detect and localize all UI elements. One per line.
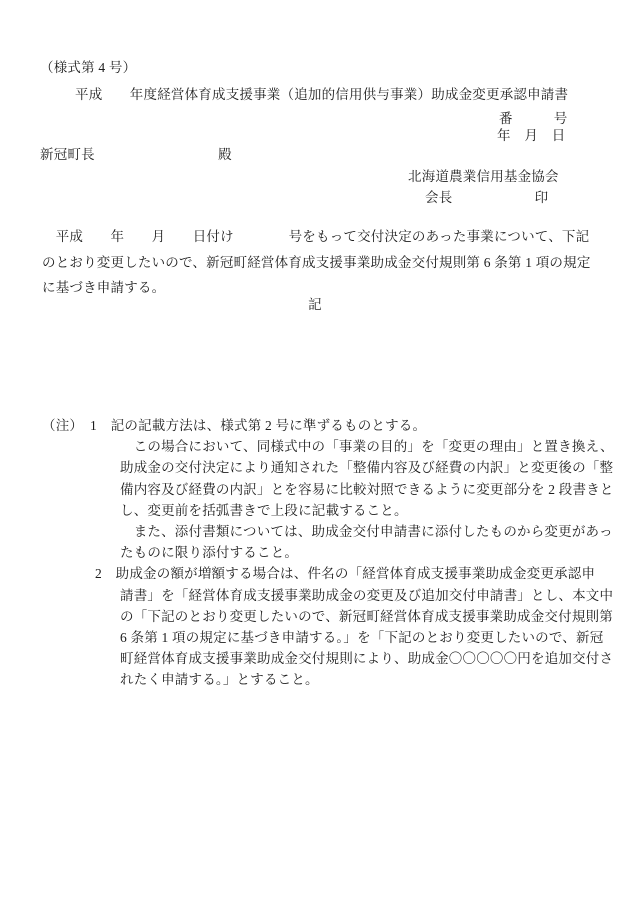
application-body (42, 224, 622, 301)
organization-name: 北海道農業信用基金協会 (408, 169, 559, 184)
note-line: また、添付書類については、助成金交付申請書に添付したものから変更があっ (120, 524, 613, 540)
note-line: 請書」を「経営体育成支援事業助成金の変更及び追加交付申請書」とし、本文中 (120, 587, 614, 603)
reference-number-line: 番 号 (499, 111, 568, 126)
note-line: たものに限り添付すること。 (120, 545, 299, 561)
ki-separator: 記 (308, 297, 322, 312)
body-line: に基づき申請する。 (42, 280, 166, 295)
note-line: 2 助成金の額が増額する場合は、件名の「経営体育成支援事業助成金変更承認申 (95, 566, 596, 582)
body-line: 平成 年 月 日付け 号をもって交付決定のあった事業について、下記 (42, 229, 590, 244)
form-number-label: （様式第 4 号） (40, 60, 137, 75)
note-line: の「下記のとおり変更したいので、新冠町経営体育成支援事業助成金交付規則第 (120, 608, 613, 624)
note-line: し、変更前を括弧書きで上段に記載すること。 (120, 502, 408, 518)
body-line: のとおり変更したいので、新冠町経営体育成支援事業助成金交付規則第 6 条第 1 項の規定 (42, 254, 591, 270)
note-line: 備内容及び経費の内訳」とを容易に比較対照できるように変更部分を 2 段書きと (120, 481, 614, 497)
note-line: この場合において、同様式中の「事業の目的」を「変更の理由」と置き換え、 (120, 439, 614, 455)
note-line: 助成金の交付決定により通知された「整備内容及び経費の内訳」と変更後の「整 (120, 460, 614, 476)
chairman-seal-line: 会長 印 (425, 190, 549, 205)
notes-section (42, 415, 622, 691)
addressee-line: 新冠町長 殿 (40, 147, 232, 162)
date-line: 年 月 日 (497, 128, 566, 143)
note-line: 6 条第 1 項の規定に基づき申請する。」を「下記のとおり変更したいので、新冠 (120, 630, 604, 646)
note-line: 町経営体育成支援事業助成金交付規則により、助成金〇〇〇〇〇円を追加交付さ (120, 651, 614, 667)
document-title: 平成 年度経営体育成支援事業（追加的信用供与事業）助成金変更承認申請書 (75, 87, 569, 102)
note-line: れたく申請する。」とすること。 (120, 672, 319, 688)
note-line: （注） 1 記の記載方法は、様式第 2 号に準ずるものとする。 (42, 418, 427, 433)
